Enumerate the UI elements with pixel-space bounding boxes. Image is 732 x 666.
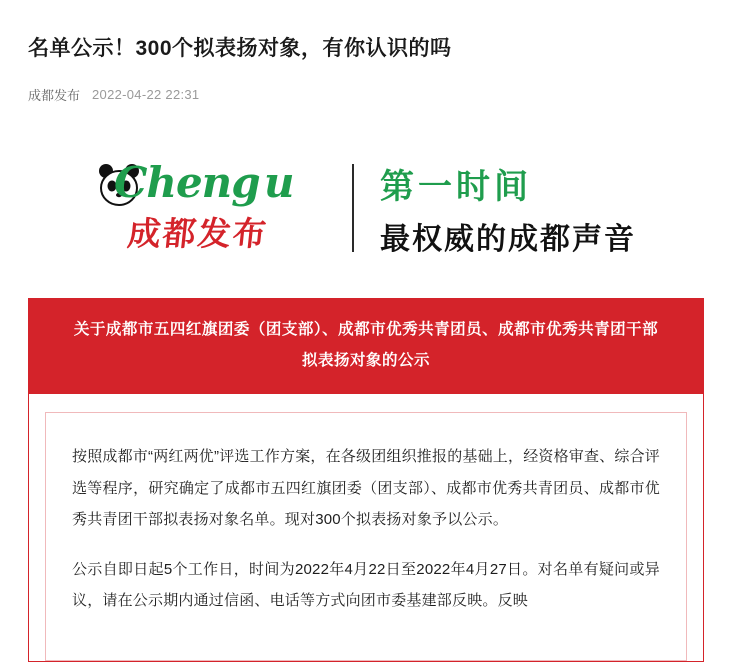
notice-body-inner <box>45 412 687 661</box>
page-title: 名单公示！300个拟表扬对象，有你认识的吗 <box>28 37 452 60</box>
logo-text-du: u <box>264 158 295 208</box>
notice-paragraph: 公示自即日起5个工作日，时间为2022年4月22日至2022年4月27日。对名单有疑问或异议，请在公示期内通过信函、电话等方式向团市委基建部反映。反映 <box>72 560 660 610</box>
notice-header: 关于成都市五四红旗团委（团支部）、成都市优秀共青团员、成都市优秀共青团干部拟表扬对象的公示 <box>28 298 704 394</box>
notice-paragraph: 按照成都市“两红两优”评选工作方案，在各级团组织推报的基础上，经资格审查、综合评选等程序，研究确定了成都市五四红旗团委（团支部）、成都市优秀共青团员、成都市优秀共青团干部拟表扬对象名单。现对300个拟表扬对象予以公示。 <box>72 448 660 529</box>
notice-body <box>28 394 704 662</box>
slogan-block <box>380 159 636 258</box>
logo-text-chinese: 成都发布 <box>125 214 270 254</box>
banner-inner <box>96 156 636 260</box>
banner-divider <box>352 164 354 252</box>
logo-text-cheng: Cheng <box>114 158 260 208</box>
article-meta <box>28 85 704 104</box>
slogan-line-2: 最权威的成都声音 <box>380 221 636 257</box>
brand-banner <box>28 148 704 268</box>
slogan-line-1: 第一时间 <box>380 166 532 207</box>
article-timestamp: 2022-04-22 22:31 <box>92 87 200 103</box>
chengdu-logo <box>96 156 326 260</box>
article-source: 成都发布 <box>28 88 81 104</box>
